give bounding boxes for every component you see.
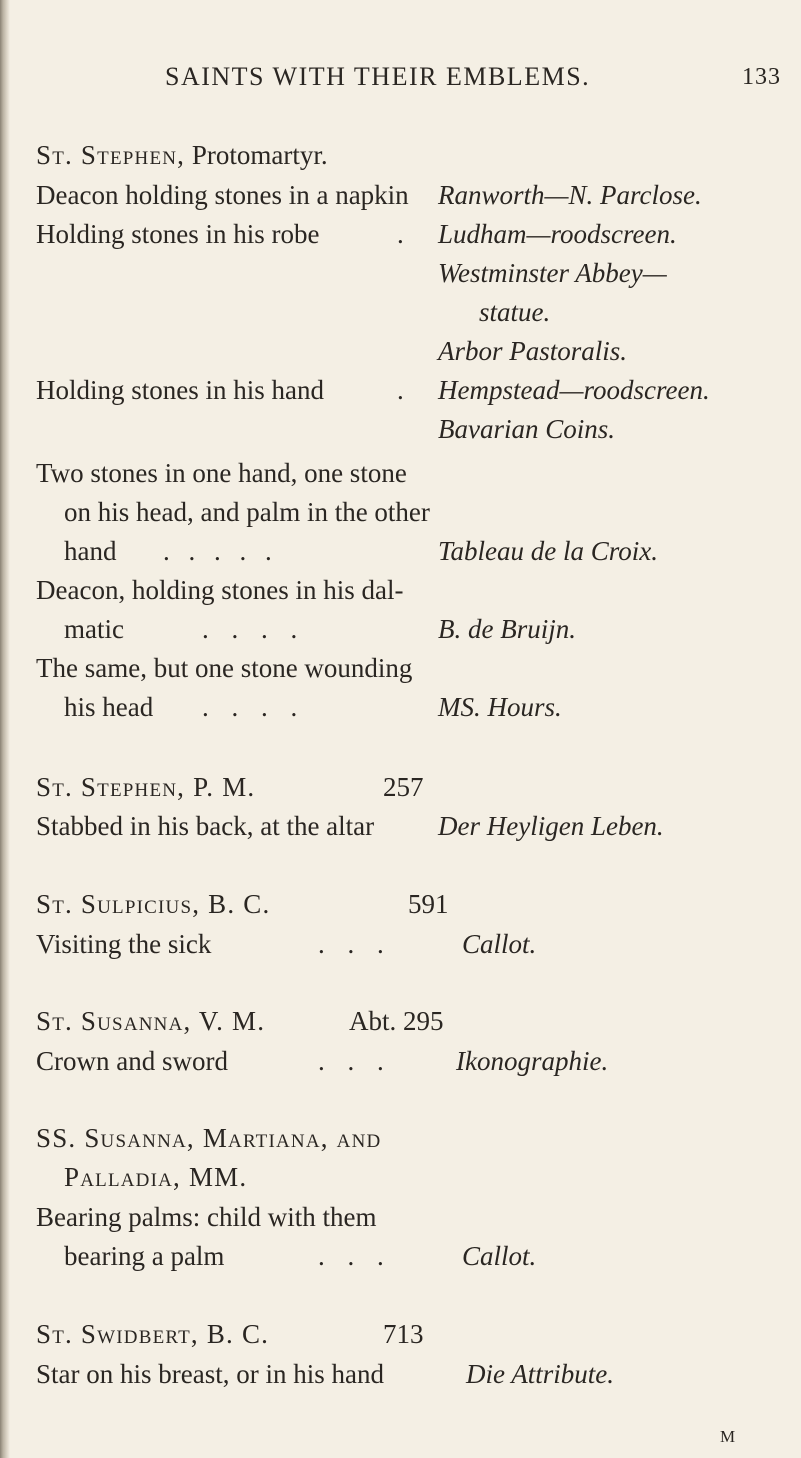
leader-dots: . . . . xyxy=(202,692,306,722)
source-citation: Tableau de la Croix. xyxy=(438,536,659,566)
saint-title: Protomartyr. xyxy=(185,140,328,170)
entry-heading-susanna-martiana-palladia: SS. Susanna, Martiana, and xyxy=(36,1123,382,1153)
entry-heading-continued: Palladia, MM. xyxy=(64,1162,248,1192)
source-citation: Ludham—roodscreen. xyxy=(438,219,677,249)
entry-heading-stephen-pm: St. Stephen, P. M. xyxy=(36,772,256,802)
source-citation: Ranworth—N. Parclose. xyxy=(438,180,702,210)
emblem-line: on his head, and palm in the other xyxy=(64,497,430,527)
source-citation: Hempstead—roodscreen. xyxy=(438,375,710,405)
emblem-line: The same, but one stone wounding xyxy=(36,653,413,683)
emblem-line: Holding stones in his hand xyxy=(36,375,324,405)
saint-date: 257 xyxy=(383,772,424,802)
leader-dots: . xyxy=(397,219,404,249)
leader-dots: . . . xyxy=(318,1241,392,1271)
page-number: 133 xyxy=(742,64,781,90)
source-citation: Die Attribute. xyxy=(466,1359,614,1389)
source-citation: Bavarian Coins. xyxy=(438,414,616,444)
emblem-line: bearing a palm xyxy=(64,1241,225,1271)
leader-dots: . xyxy=(397,375,404,405)
source-citation: Ikonographie. xyxy=(456,1046,609,1076)
emblem-line: matic xyxy=(64,614,124,644)
source-citation: statue. xyxy=(479,297,551,327)
leader-dots: . . . xyxy=(318,1046,392,1076)
emblem-line: Deacon, holding stones in his dal- xyxy=(36,575,404,605)
emblem-line: Visiting the sick xyxy=(36,929,212,959)
emblem-line: Deacon holding stones in a napkin xyxy=(36,180,409,210)
source-citation: MS. Hours. xyxy=(438,692,562,722)
entry-heading-swidbert: St. Swidbert, B. C. xyxy=(36,1319,270,1349)
emblem-line: Crown and sword xyxy=(36,1046,228,1076)
saint-date: 713 xyxy=(383,1319,424,1349)
saint-name: St. Stephen, xyxy=(36,140,186,170)
entry-heading-sulpicius: St. Sulpicius, B. C. xyxy=(36,889,271,919)
source-citation: B. de Bruijn. xyxy=(438,614,576,644)
emblem-line: hand xyxy=(64,536,117,566)
emblem-line: Stabbed in his back, at the altar xyxy=(36,811,375,841)
emblem-line: Bearing palms: child with them xyxy=(36,1202,377,1232)
emblem-line: Star on his breast, or in his hand xyxy=(36,1359,384,1389)
source-citation: Callot. xyxy=(462,929,537,959)
signature-mark: M xyxy=(720,1427,736,1446)
entry-heading-susanna: St. Susanna, V. M. xyxy=(36,1006,266,1036)
leader-dots: . . . . . xyxy=(163,536,278,566)
running-head: SAINTS WITH THEIR EMBLEMS. xyxy=(165,62,591,91)
saint-date: Abt. 295 xyxy=(349,1006,444,1036)
saint-date: 591 xyxy=(408,889,449,919)
emblem-line: Holding stones in his robe xyxy=(36,219,320,249)
leader-dots: . . . xyxy=(318,929,392,959)
source-citation: Der Heyligen Leben. xyxy=(438,811,664,841)
source-citation: Callot. xyxy=(462,1241,537,1271)
emblem-line: his head xyxy=(64,692,154,722)
leader-dots: . . . . xyxy=(202,614,306,644)
emblem-line: Two stones in one hand, one stone xyxy=(36,458,407,488)
source-citation: Arbor Pastoralis. xyxy=(438,336,628,366)
source-citation: Westminster Abbey— xyxy=(438,258,667,288)
entry-heading-stephen-protomartyr xyxy=(36,140,328,171)
